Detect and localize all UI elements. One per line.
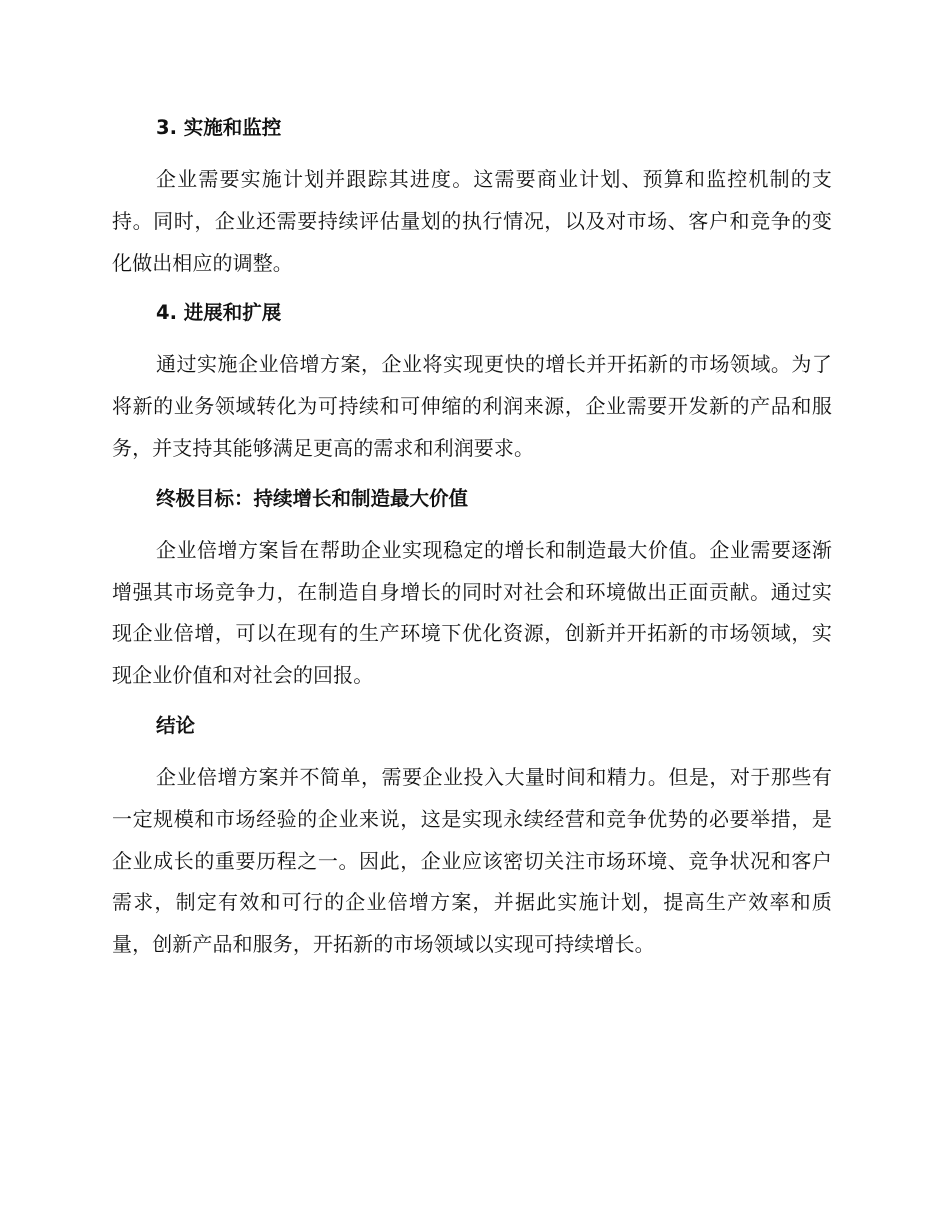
section-body-ultimate-goal: 企业倍增方案旨在帮助企业实现稳定的增长和制造最大价值。企业需要逐渐增强其市场竞争力，在制造自身增长的同时对社会和环境做出正面贡献。通过实现企业倍增，可以在现有的生产环境下优化资源，创新并开拓新的市场领域，实现企业价值和对社会的回报。: [112, 537, 832, 688]
section-heading-conclusion: 结论: [156, 713, 196, 737]
section-heading-expansion: 4. 进展和扩展: [156, 301, 282, 325]
section-body-conclusion: 企业倍增方案并不简单，需要企业投入大量时间和精力。但是，对于那些有一定规模和市场经验的企业来说，这是实现永续经营和竞争优势的必要举措，是企业成长的重要历程之一。因此，企业应该密切关注市场环境、竞争状况和客户需求，制定有效和可行的企业倍增方案，并据此实施计划，提高生产效率和质量，创新产品和服务，开拓新的市场领域以实现可持续增长。: [112, 764, 832, 957]
section-body-implementation: 企业需要实施计划并跟踪其进度。这需要商业计划、预算和监控机制的支持。同时，企业还需要持续评估量划的执行情况，以及对市场、客户和竞争的变化做出相应的调整。: [112, 167, 832, 275]
section-heading-implementation: 3. 实施和监控: [156, 116, 282, 139]
section-heading-ultimate-goal: 终极目标：持续增长和制造最大价值: [156, 486, 469, 510]
section-body-expansion: 通过实施企业倍增方案，企业将实现更快的增长并开拓新的市场领域。为了将新的业务领域转化为可持续和可伸缩的利润来源，企业需要开发新的产品和服务，并支持其能够满足更高的需求和利润要求。: [112, 352, 832, 460]
